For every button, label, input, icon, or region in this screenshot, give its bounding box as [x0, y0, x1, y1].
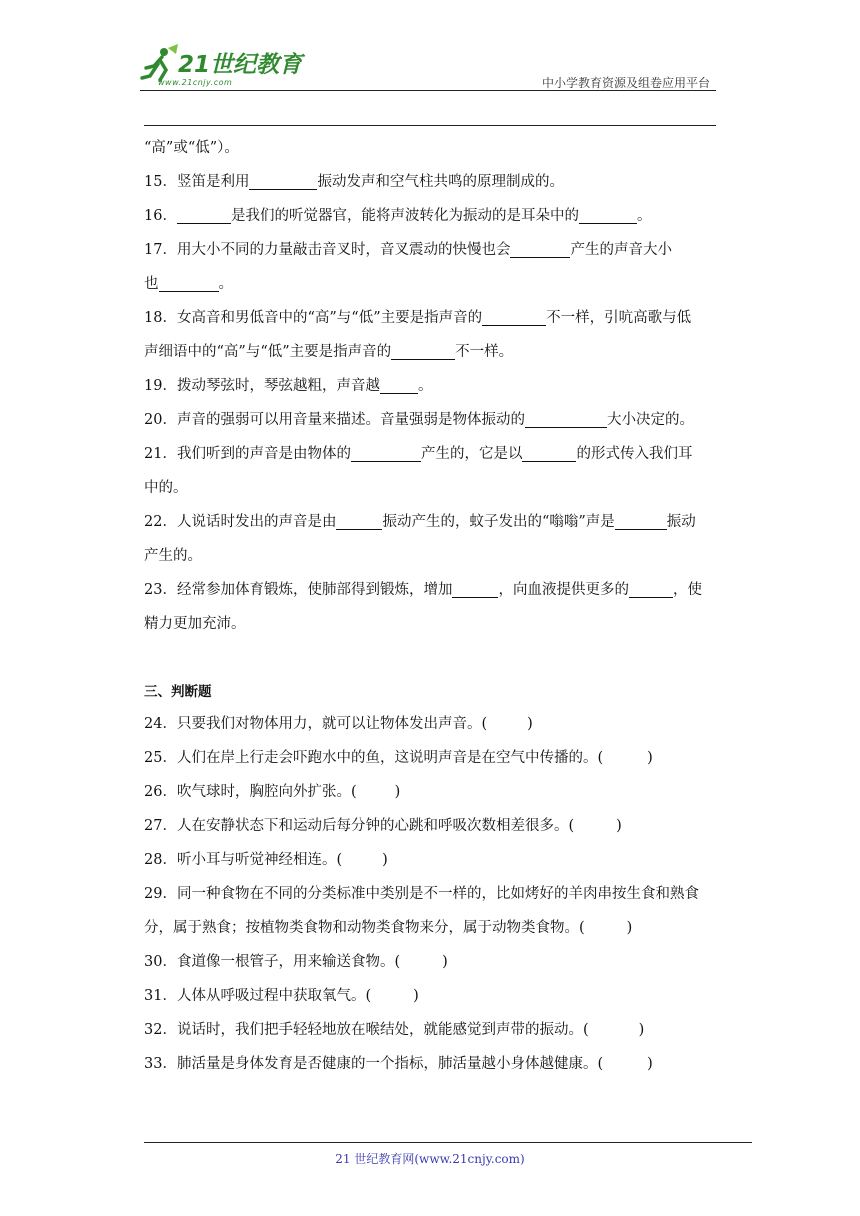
answer-blank[interactable]	[452, 579, 498, 598]
line-text: 的形式传入我们耳	[576, 446, 693, 462]
line-text: 25．人们在岸上行走会吓跑水中的鱼，这说明声音是在空气中传播的。(	[144, 750, 604, 766]
line-text: 21．我们听到的声音是由物体的	[144, 446, 351, 462]
answer-blank[interactable]	[522, 443, 576, 462]
question-28	[144, 843, 718, 877]
line-text: 不一样，引吭高歌与低	[546, 310, 692, 326]
header-divider	[140, 90, 716, 91]
line-text: 是我们的听觉器官，能将声波转化为振动的是耳朵中的	[230, 208, 579, 224]
line-text: 20．声音的强弱可以用音量来描述。音量强弱是物体振动的	[144, 412, 525, 428]
line-text: 不一样。	[455, 344, 514, 360]
question-19	[144, 369, 718, 403]
line-text: 声细语中的“高”与“低”主要是指声音的	[144, 344, 392, 360]
close-paren: )	[647, 750, 653, 766]
answer-blank[interactable]	[336, 511, 382, 530]
line-text: 31．人体从呼吸过程中获取氧气。(	[144, 988, 372, 1004]
line-text: 大小决定的。	[606, 412, 694, 428]
question-20	[144, 403, 718, 437]
line-text: 32．说话时，我们把手轻轻地放在喉结处，就能感觉到声带的振动。(	[144, 1022, 589, 1038]
close-paren: )	[626, 920, 633, 936]
continued-line	[144, 131, 718, 165]
close-paren: )	[647, 1056, 653, 1072]
answer-blank[interactable]	[380, 375, 418, 394]
answer-blank[interactable]	[510, 239, 570, 258]
line-text: 。	[417, 378, 433, 394]
question-23-cont	[144, 607, 718, 641]
question-17-cont	[144, 267, 718, 301]
line-text: 产生的。	[144, 548, 202, 564]
line-text: 精力更加充沛。	[144, 616, 246, 632]
question-30	[144, 945, 718, 979]
line-text: 30．食道像一根管子，用来输送食物。(	[144, 954, 401, 970]
line-text: 26．吹气球时，胸腔向外扩张。(	[144, 784, 357, 800]
question-29-cont	[144, 911, 718, 945]
line-text: 振动	[666, 514, 696, 530]
line-text: 23．经常参加体育锻炼，使肺部得到锻炼，增加	[144, 582, 453, 598]
answer-blank[interactable]	[579, 205, 637, 224]
line-text: 18．女高音和男低音中的“高”与“低”主要是指声音的	[144, 310, 483, 326]
question-22-cont	[144, 539, 718, 573]
footer-divider	[144, 1142, 752, 1143]
line-text: 分，属于熟食；按植物类食物和动物类食物来分，属于动物类食物。(	[144, 920, 585, 936]
line-text: ，向血液提供更多的	[498, 582, 629, 598]
line-text: 28．听小耳与听觉神经相连。(	[144, 852, 343, 868]
line-text: 振动产生的，蚊子发出的“嗡嗡”声是	[382, 514, 615, 530]
question-15	[144, 165, 718, 199]
question-21-cont	[144, 471, 718, 505]
line-text: 。	[636, 208, 652, 224]
question-31	[144, 979, 718, 1013]
answer-blank[interactable]	[249, 171, 317, 190]
answer-blank[interactable]	[482, 307, 546, 326]
answer-blank[interactable]	[351, 443, 421, 462]
page-header	[140, 40, 716, 92]
question-22	[144, 505, 718, 539]
question-23	[144, 573, 718, 607]
line-text: 33．肺活量是身体发育是否健康的一个指标，肺活量越小身体越健康。(	[144, 1056, 604, 1072]
line-text: 中的。	[144, 480, 188, 496]
answer-blank[interactable]	[629, 579, 673, 598]
answer-blank[interactable]	[159, 273, 219, 292]
line-text: 19．拨动琴弦时，琴弦越粗，声音越	[144, 378, 380, 394]
line-text: 29．同一种食物在不同的分类标准中类别是不一样的，比如烤好的羊肉串按生食和熟食	[144, 886, 699, 902]
question-25	[144, 741, 718, 775]
question-18-cont	[144, 335, 718, 369]
question-33	[144, 1047, 718, 1081]
answer-blank[interactable]	[177, 205, 231, 224]
logo-text: 21世纪教育	[178, 52, 303, 78]
question-27	[144, 809, 718, 843]
line-text: 产生的声音大小	[570, 242, 672, 258]
content-top-divider	[144, 125, 716, 126]
line-text: 17．用大小不同的力量敲击音叉时，音叉震动的快慢也会	[144, 242, 511, 258]
line-text: 振动发声和空气柱共鸣的原理制成的。	[317, 174, 564, 190]
question-26	[144, 775, 718, 809]
question-21	[144, 437, 718, 471]
question-17	[144, 233, 718, 267]
line-text: 15．竖笛是利用	[144, 174, 250, 190]
footer-text[interactable]: 21 世纪教育网(www.21cnjy.com)	[335, 1152, 525, 1166]
question-content	[144, 131, 718, 1081]
section-title: 三、判断题	[144, 684, 212, 700]
line-text: 也	[144, 276, 159, 292]
line-text: ，使	[672, 582, 702, 598]
section-spacer	[144, 641, 718, 677]
answer-blank[interactable]	[391, 341, 455, 360]
line-text: 。	[218, 276, 233, 292]
logo	[140, 40, 320, 92]
line-text: 产生的，它是以	[420, 446, 523, 462]
close-paren: )	[616, 818, 622, 834]
close-paren: )	[638, 1022, 645, 1038]
question-24	[144, 707, 718, 741]
answer-blank[interactable]	[525, 409, 607, 428]
question-18	[144, 301, 718, 335]
close-paren: )	[442, 954, 448, 970]
line-text: 24．只要我们对物体用力，就可以让物体发出声音。(	[144, 716, 488, 732]
close-paren: )	[413, 988, 419, 1004]
line-text: 27．人在安静状态下和运动后每分钟的心跳和呼吸次数相差很多。(	[144, 818, 575, 834]
answer-blank[interactable]	[615, 511, 667, 530]
question-16	[144, 199, 718, 233]
line-text: “高”或“低”）。	[144, 140, 239, 156]
logo-url: www.21cnjy.com	[158, 78, 233, 87]
header-platform-text: 中小学教育资源及组卷应用平台	[541, 76, 710, 90]
line-text: 22．人说话时发出的声音是由	[144, 514, 337, 530]
close-paren: )	[382, 852, 388, 868]
question-29	[144, 877, 718, 911]
line-text: 16．	[144, 208, 177, 224]
question-32	[144, 1013, 718, 1047]
close-paren: )	[394, 784, 401, 800]
close-paren: )	[527, 716, 533, 732]
